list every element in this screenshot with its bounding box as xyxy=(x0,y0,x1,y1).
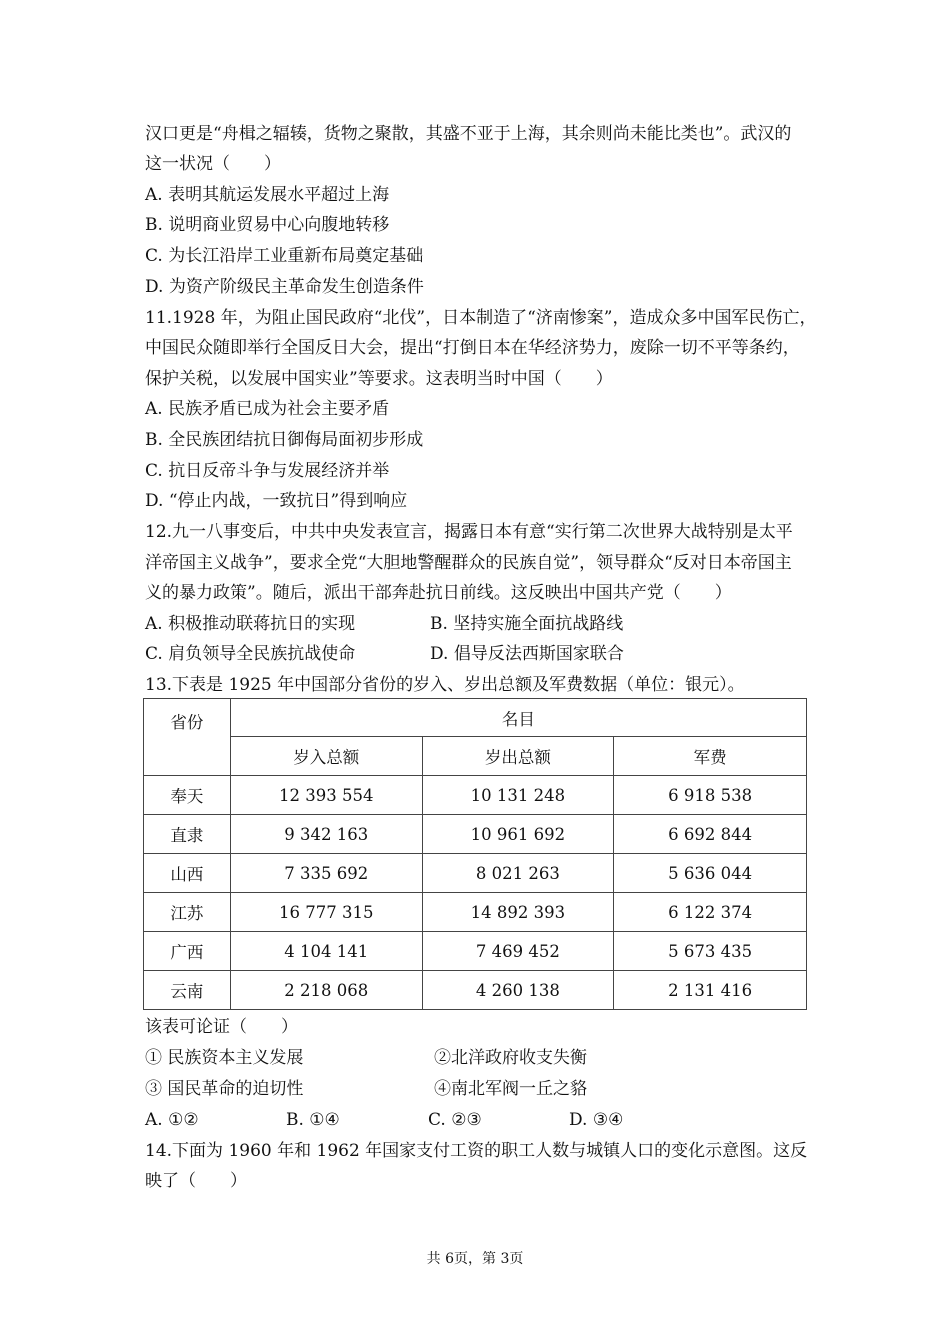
q13-followup: 该表可论证（ ） xyxy=(145,1017,298,1037)
military-cell: 5 636 044 xyxy=(614,854,807,893)
q10-stem-line1: 汉口更是“舟楫之辐辏，货物之聚散，其盛不亚于上海，其余则尚未能比类也”。武汉的 xyxy=(145,124,792,144)
header-expenditure: 岁出总额 xyxy=(422,737,614,776)
q11-stem-line2: 中国民众随即举行全国反日大会，提出“打倒日本在华经济势力，废除一切不平等条约， xyxy=(145,338,800,358)
expenditure-cell: 14 892 393 xyxy=(422,893,614,932)
expenditure-cell: 10 961 692 xyxy=(422,815,614,854)
q13-item-2: ②北洋政府收支失衡 xyxy=(434,1048,587,1068)
military-cell: 6 122 374 xyxy=(614,893,807,932)
q12-option-d: D. 倡导反法西斯国家联合 xyxy=(430,644,624,664)
expenditure-cell: 4 260 138 xyxy=(422,971,614,1010)
q10-option-b: B. 说明商业贸易中心向腹地转移 xyxy=(145,215,390,235)
q12-option-a: A. 积极推动联蒋抗日的实现 xyxy=(145,614,356,634)
province-cell: 山西 xyxy=(144,854,231,893)
expenditure-cell: 8 021 263 xyxy=(422,854,614,893)
q10-option-d: D. 为资产阶级民主革命发生创造条件 xyxy=(145,277,424,297)
q14-stem-line2: 映了（ ） xyxy=(145,1171,247,1191)
q10-stem-line2: 这一状况（ ） xyxy=(145,154,281,174)
expenditure-cell: 7 469 452 xyxy=(422,932,614,971)
military-cell: 6 692 844 xyxy=(614,815,807,854)
q14-stem-line1: 14.下面为 1960 年和 1962 年国家支付工资的职工人数与城镇人口的变化示意图。这反 xyxy=(145,1141,808,1161)
revenue-cell: 7 335 692 xyxy=(230,854,422,893)
table-row xyxy=(144,776,807,815)
province-cell: 直隶 xyxy=(144,815,231,854)
revenue-cell: 9 342 163 xyxy=(230,815,422,854)
q13-item-4: ④南北军阀一丘之貉 xyxy=(434,1079,587,1099)
table-header-row xyxy=(144,699,807,737)
header-military: 军费 xyxy=(614,737,807,776)
q11-option-b: B. 全民族团结抗日御侮局面初步形成 xyxy=(145,430,424,450)
revenue-cell: 4 104 141 xyxy=(230,932,422,971)
page-footer: 共 6页，第 3页 xyxy=(426,1251,524,1267)
q11-option-d: D. “停止内战，一致抗日”得到响应 xyxy=(145,491,408,511)
budget-table xyxy=(143,698,807,1010)
table-row xyxy=(144,815,807,854)
military-cell: 2 131 416 xyxy=(614,971,807,1010)
province-cell: 江苏 xyxy=(144,893,231,932)
table-row xyxy=(144,854,807,893)
q12-option-c: C. 肩负领导全民族抗战使命 xyxy=(145,644,356,664)
q11-stem-line1: 11.1928 年，为阻止国民政府“北伐”，日本制造了“济南惨案”，造成众多中国军民伤亡， xyxy=(145,308,817,328)
header-province: 省份 xyxy=(144,699,231,776)
revenue-cell: 12 393 554 xyxy=(230,776,422,815)
q11-option-c: C. 抗日反帝斗争与发展经济并举 xyxy=(145,461,390,481)
revenue-cell: 2 218 068 xyxy=(230,971,422,1010)
q13-choice-b: B. ①④ xyxy=(286,1110,340,1130)
revenue-cell: 16 777 315 xyxy=(230,893,422,932)
q13-choice-c: C. ②③ xyxy=(428,1110,482,1130)
q10-option-c: C. 为长江沿岸工业重新布局奠定基础 xyxy=(145,246,424,266)
q12-stem-line3: 义的暴力政策”。随后，派出干部奔赴抗日前线。这反映出中国共产党（ ） xyxy=(145,583,732,603)
q13-item-1: ① 民族资本主义发展 xyxy=(145,1048,304,1068)
table-row xyxy=(144,932,807,971)
q10-option-a: A. 表明其航运发展水平超过上海 xyxy=(145,185,390,205)
q12-option-b: B. 坚持实施全面抗战路线 xyxy=(430,614,624,634)
table-row xyxy=(144,971,807,1010)
header-revenue: 岁入总额 xyxy=(230,737,422,776)
q11-stem-line3: 保护关税，以发展中国实业”等要求。这表明当时中国（ ） xyxy=(145,369,613,389)
q11-option-a: A. 民族矛盾已成为社会主要矛盾 xyxy=(145,399,390,419)
header-group: 名目 xyxy=(230,699,806,737)
province-cell: 云南 xyxy=(144,971,231,1010)
q13-stem: 13.下表是 1925 年中国部分省份的岁入、岁出总额及军费数据（单位：银元）。 xyxy=(145,675,745,695)
q13-choice-a: A. ①② xyxy=(145,1110,199,1130)
table-row xyxy=(144,893,807,932)
q12-stem-line2: 洋帝国主义战争”，要求全党“大胆地警醒群众的民族自觉”，领导群众“反对日本帝国主 xyxy=(145,553,792,573)
military-cell: 5 673 435 xyxy=(614,932,807,971)
province-cell: 广西 xyxy=(144,932,231,971)
q13-item-3: ③ 国民革命的迫切性 xyxy=(145,1079,304,1099)
q12-stem-line1: 12.九一八事变后，中共中央发表宣言，揭露日本有意“实行第二次世界大战特别是太平 xyxy=(145,522,793,542)
military-cell: 6 918 538 xyxy=(614,776,807,815)
expenditure-cell: 10 131 248 xyxy=(422,776,614,815)
table-subheader-row xyxy=(144,737,807,776)
province-cell: 奉天 xyxy=(144,776,231,815)
q13-choice-d: D. ③④ xyxy=(569,1110,624,1130)
